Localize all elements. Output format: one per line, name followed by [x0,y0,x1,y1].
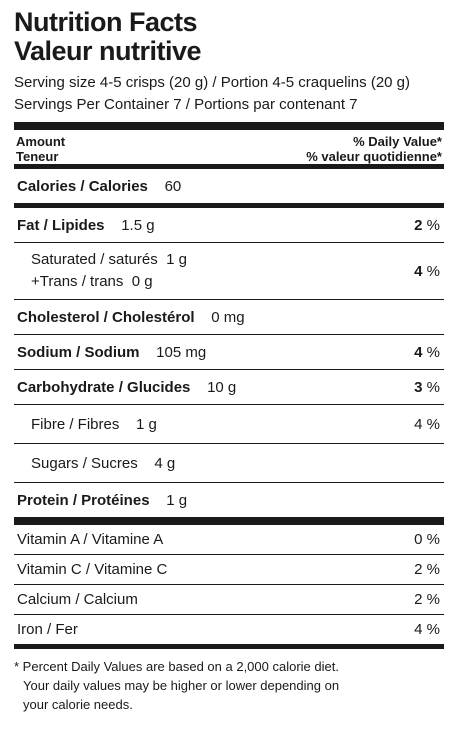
iron-pct: 4 % [414,621,440,638]
amount-label: Amount [16,134,66,149]
footnote [14,649,444,714]
sugars-row [14,444,444,482]
fat-pct: 2 [414,216,423,234]
sat-trans-pct: 4 [414,262,423,280]
calories-value: 60 [164,177,182,195]
fat-row [14,208,444,242]
iron-label: Iron / Fer [17,621,78,638]
footnote-line-2: Your daily values may be higher or lower depending on [23,678,340,693]
protein-value: 1 g [166,491,188,509]
carbohydrate-row [14,370,444,404]
sat-trans-pct-unit: % [422,262,440,280]
daily-value-header [306,134,442,164]
cholesterol-row [14,300,444,334]
saturated-label: Saturated / saturés [31,251,158,268]
trans-value: 0 g [131,273,153,290]
amount-label-fr: Teneur [16,149,59,164]
calcium-row [14,585,444,614]
sodium-pct: 4 [414,343,423,361]
saturated-trans-row [14,243,444,299]
sugars-value: 4 g [154,454,176,472]
sodium-row [14,335,444,369]
fibre-pct: 4 % [414,415,440,433]
protein-label: Protein / Protéines [17,491,150,509]
nutrition-facts-panel [14,8,444,714]
carbohydrate-pct-unit: % [422,378,440,396]
cholesterol-label: Cholesterol / Cholestérol [17,308,195,326]
servings-per-container: Servings Per Container 7 / Portions par contenant 7 [14,96,358,113]
sodium-value: 105 mg [156,343,207,361]
serving-size: Serving size 4-5 crisps (20 g) / Portion 4-5 craquelins (20 g) [14,74,411,91]
fibre-label: Fibre / Fibres [31,415,120,433]
title: Nutrition Facts [14,7,198,37]
sugars-label: Sugars / Sucres [31,454,138,472]
vitamin-a-label: Vitamin A / Vitamine A [17,531,164,548]
carbohydrate-pct: 3 [414,378,423,396]
amount-header [16,134,66,164]
vitamin-a-row [14,525,444,554]
thick-divider [14,517,444,525]
fat-value: 1.5 g [121,216,155,234]
cholesterol-value: 0 mg [211,308,245,326]
vitamin-c-pct: 2 % [414,561,440,578]
calories-label: Calories / Calories [17,177,148,195]
daily-value-label: % Daily Value* [353,134,442,149]
iron-row [14,615,444,644]
thick-divider [14,122,444,130]
protein-row [14,483,444,517]
footnote-line-3: your calorie needs. [23,697,133,712]
carbohydrate-value: 10 g [207,378,237,396]
calcium-pct: 2 % [414,591,440,608]
vitamin-c-label: Vitamin C / Vitamine C [17,561,168,578]
trans-label: +Trans / trans [31,273,124,290]
column-header [14,130,444,164]
carbohydrate-label: Carbohydrate / Glucides [17,378,191,396]
vitamin-a-pct: 0 % [414,531,440,548]
daily-value-label-fr: % valeur quotidienne* [306,149,442,164]
calories-row [14,169,444,203]
sodium-label: Sodium / Sodium [17,343,140,361]
calcium-label: Calcium / Calcium [17,591,138,608]
title-fr: Valeur nutritive [14,36,202,66]
fat-label: Fat / Lipides [17,216,105,234]
fibre-row [14,405,444,443]
sodium-pct-unit: % [422,343,440,361]
footnote-line-1: * Percent Daily Values are based on a 2,000 calorie diet. [14,659,339,674]
fibre-value: 1 g [136,415,157,433]
fat-pct-unit: % [422,216,440,234]
saturated-value: 1 g [166,251,187,268]
vitamin-c-row [14,555,444,584]
